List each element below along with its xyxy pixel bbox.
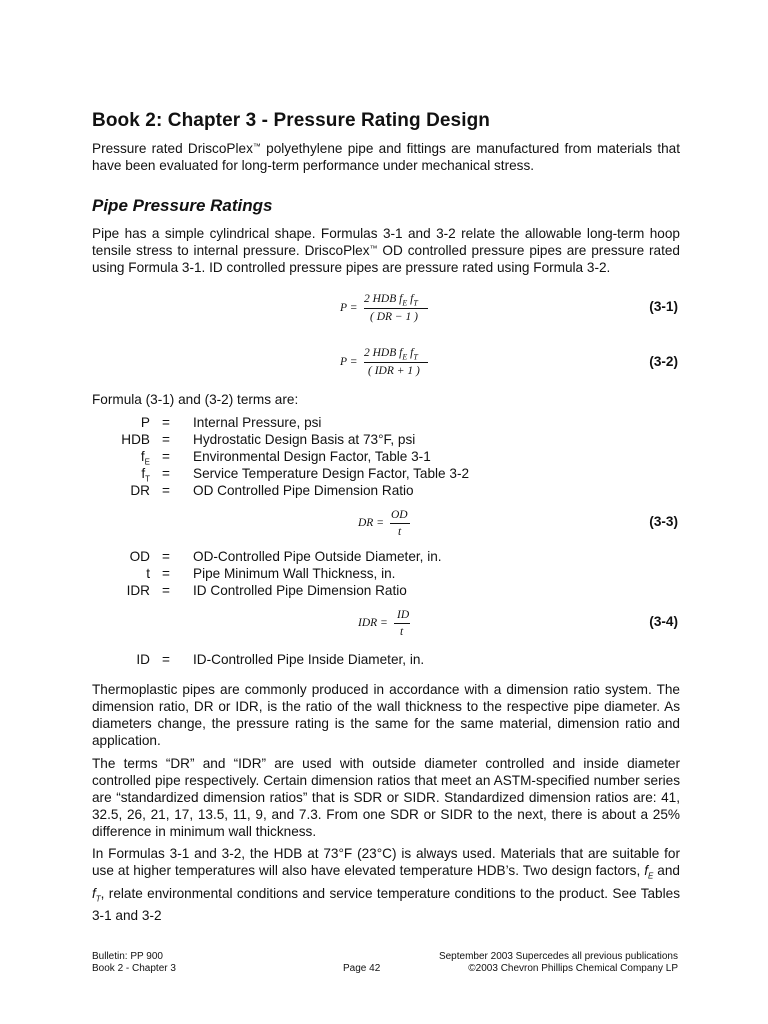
factor-ft-sub: T xyxy=(95,894,101,904)
footer-left xyxy=(92,951,176,975)
term-symbol-text: DR xyxy=(130,483,150,498)
term-equals: = xyxy=(162,466,170,481)
term-symbol-text: f xyxy=(141,466,146,481)
factor-fe: f xyxy=(644,863,648,878)
term-row xyxy=(0,582,768,599)
formula-denominator: ( IDR + 1 ) xyxy=(368,365,420,377)
factor-fe-sub: E xyxy=(647,871,654,881)
term-symbol-text: P xyxy=(140,415,150,430)
term-symbol xyxy=(90,431,150,448)
equation-number-3-2: (3-2) xyxy=(649,354,678,369)
paragraph-sdr: The terms “DR” and “IDR” are used with outside diameter controlled and inside diameter controlled pipe respectively. Certain dimension ratios that meet an ASTM-specified number series are “standardized dimension ratios” that is SDR or SIDR. Standardized dimension ratios are: 41, 32.5, 26, 21, 17, 13.5, 11, 9, and 7.3. From one SDR or SIDR to the next, there is about a 25% difference in minimum wall thickness. xyxy=(92,756,680,839)
equation-number-3-4: (3-4) xyxy=(649,614,678,629)
fraction-bar xyxy=(394,623,410,624)
footer-book: Book 2 - Chapter 3 xyxy=(92,963,176,974)
footer-right xyxy=(439,951,678,975)
intro-paragraph xyxy=(92,140,680,174)
term-symbol xyxy=(90,414,150,431)
formula-numerator: ID xyxy=(397,609,410,621)
term-row xyxy=(0,465,768,482)
formula-lhs: P = xyxy=(340,302,358,314)
hdb-text-2: and xyxy=(653,863,680,878)
num-text: 2 HDB f xyxy=(364,293,403,305)
term-equals: = xyxy=(162,652,170,667)
term-symbol xyxy=(90,482,150,499)
footer-copyright: ©2003 Chevron Phillips Chemical Company LP xyxy=(468,963,678,974)
intro-text-1: Pressure rated DriscoPlex xyxy=(92,141,253,156)
num-sub-t: T xyxy=(413,352,418,362)
term-symbol xyxy=(90,651,150,668)
term-symbol xyxy=(90,565,150,582)
formula-lhs: DR = xyxy=(358,517,384,529)
paragraph-hdb xyxy=(92,845,680,924)
footer-page-number: Page 42 xyxy=(343,963,381,974)
formula-3-3 xyxy=(358,508,428,542)
section-heading: Pipe Pressure Ratings xyxy=(92,196,273,215)
term-description: ID-Controlled Pipe Inside Diameter, in. xyxy=(193,652,425,667)
term-symbol-text: IDR xyxy=(126,583,150,598)
formula-numerator: OD xyxy=(391,509,408,521)
hdb-text-1: In Formulas 3-1 and 3-2, the HDB at 73°F (23°C) is always used. Materials that are suitable for use at higher temperatures will also have elevated temperature HDB’s. Two design factors, xyxy=(92,846,680,878)
paragraph-dimension-ratio: Thermoplastic pipes are commonly produced in accordance with a dimension ratio system. The dimension ratio, DR or IDR, is the ratio of the wall thickness to the respective pipe diameter. As diameters change, the pressure rating is the same for the same material, dimension ratio and application. xyxy=(92,682,680,748)
term-description: ID Controlled Pipe Dimension Ratio xyxy=(193,583,407,598)
footer-bulletin: Bulletin: PP 900 xyxy=(92,951,163,962)
term-description: Service Temperature Design Factor, Table 3-2 xyxy=(193,466,470,481)
term-row xyxy=(0,414,768,431)
num-sub-e: E xyxy=(402,352,408,362)
num-sub-t: T xyxy=(413,298,418,308)
trademark-symbol: ™ xyxy=(252,142,261,151)
term-equals: = xyxy=(162,583,170,598)
term-symbol-text: ID xyxy=(136,652,150,667)
term-equals: = xyxy=(162,549,170,564)
term-equals: = xyxy=(162,449,170,464)
term-equals: = xyxy=(162,566,170,581)
term-description: OD-Controlled Pipe Outside Diameter, in. xyxy=(193,549,442,564)
factor-ft: f xyxy=(92,885,96,901)
term-description: OD Controlled Pipe Dimension Ratio xyxy=(193,483,414,498)
num-mid: f xyxy=(407,293,414,305)
term-symbol-text: t xyxy=(146,566,150,581)
section-text-2: OD controlled pressure pipes are pressure rated using Formula 3-1. ID controlled pressure pipes are pressure rated using Formula 3-2. xyxy=(92,243,680,275)
term-row xyxy=(0,651,768,668)
term-symbol xyxy=(90,582,150,599)
term-description: Hydrostatic Design Basis at 73°F, psi xyxy=(193,432,416,447)
trademark-symbol: ™ xyxy=(369,244,378,253)
formula-3-2 xyxy=(340,346,440,382)
term-row xyxy=(0,431,768,448)
term-description: Internal Pressure, psi xyxy=(193,415,322,430)
section-paragraph xyxy=(92,225,680,276)
num-mid: f xyxy=(407,347,414,359)
term-symbol xyxy=(90,548,150,565)
term-row xyxy=(0,482,768,499)
section-text-1: Pipe has a simple cylindrical shape. Formulas 3-1 and 3-2 relate the allowable long-term hoop tensile stress to internal pressure. DriscoPlex xyxy=(92,226,680,258)
formula-lhs: IDR = xyxy=(358,617,388,629)
term-equals: = xyxy=(162,432,170,447)
fraction-bar xyxy=(390,523,410,524)
term-symbol-subscript: T xyxy=(145,474,150,484)
term-symbol-text: f xyxy=(140,449,145,464)
term-row xyxy=(0,565,768,582)
term-equals: = xyxy=(162,415,170,430)
num-sub-e: E xyxy=(402,298,408,308)
term-symbol-text: HDB xyxy=(121,432,150,447)
equation-number-3-3: (3-3) xyxy=(649,514,678,529)
term-row xyxy=(0,448,768,465)
formula-denominator: t xyxy=(400,626,404,638)
term-symbol-text: OD xyxy=(129,549,150,564)
term-symbol-subscript: E xyxy=(144,457,150,467)
terms-intro: Formula (3-1) and (3-2) terms are: xyxy=(92,392,299,407)
hdb-text-3: , relate environmental conditions and service temperature conditions to the product. See Tables 3-1 and 3-2 xyxy=(92,885,680,924)
fraction-bar xyxy=(364,308,428,309)
formula-denominator: ( DR − 1 ) xyxy=(370,311,418,323)
term-equals: = xyxy=(162,483,170,498)
formula-denominator: t xyxy=(398,526,402,538)
term-row xyxy=(0,548,768,565)
intro-text-2: polyethylene pipe and fittings are manufactured from materials that have been evaluated for long-term performance under mechanical stress. xyxy=(92,141,680,173)
term-description: Environmental Design Factor, Table 3-1 xyxy=(193,449,431,464)
num-text: 2 HDB f xyxy=(364,347,403,359)
footer-date: September 2003 Supercedes all previous publications xyxy=(438,951,678,962)
fraction-bar xyxy=(364,362,428,363)
page-title: Book 2: Chapter 3 - Pressure Rating Design xyxy=(92,110,491,131)
formula-3-1 xyxy=(340,292,440,328)
formula-lhs: P = xyxy=(340,356,358,368)
equation-number-3-1: (3-1) xyxy=(649,299,678,314)
term-description: Pipe Minimum Wall Thickness, in. xyxy=(193,566,396,581)
formula-3-4 xyxy=(358,608,428,642)
